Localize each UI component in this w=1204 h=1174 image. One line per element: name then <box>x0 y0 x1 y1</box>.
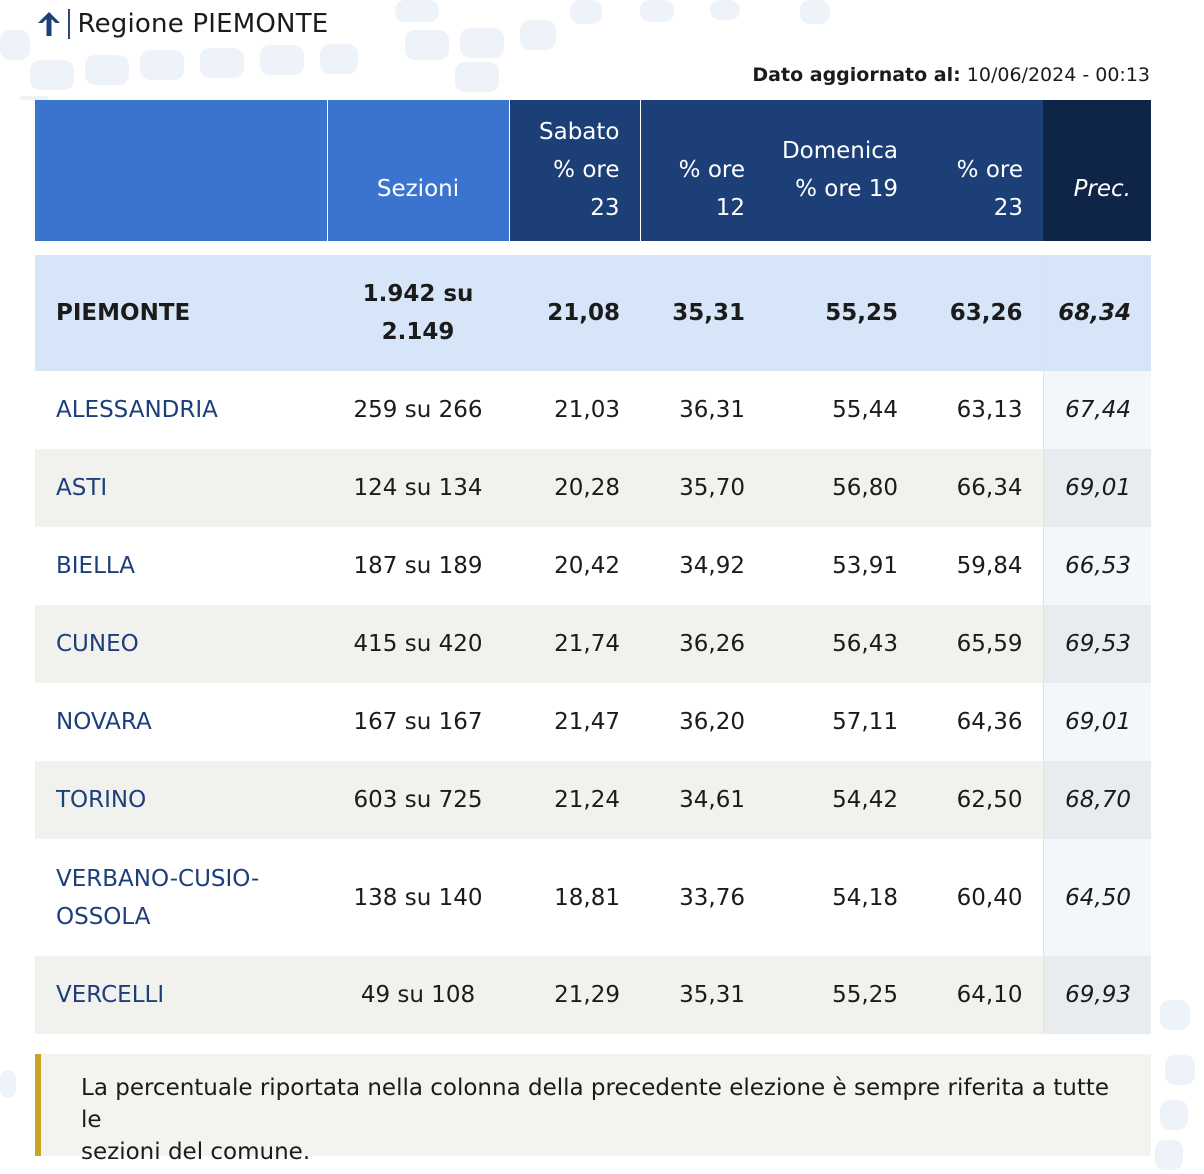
prec-cell: 66,53 <box>1043 527 1151 605</box>
province-link-verbano-cusio-ossola[interactable] <box>56 866 259 930</box>
dom19-cell: 53,91 <box>765 527 918 605</box>
sab23-cell: 21,29 <box>509 956 640 1034</box>
table-row <box>35 761 1151 839</box>
header-12-pct: % ore <box>678 157 745 183</box>
region-dom19: 55,25 <box>765 255 918 371</box>
table-row <box>35 683 1151 761</box>
dom23-cell: 65,59 <box>918 605 1043 683</box>
header-domenica-23 <box>918 100 1043 241</box>
sezioni-cell: 603 su 725 <box>327 761 509 839</box>
region-sezioni <box>327 255 509 371</box>
header-sabato-hour: 23 <box>590 195 620 221</box>
header-sabato-pct: % ore <box>553 157 620 183</box>
province-link-asti[interactable]: ASTI <box>56 475 108 501</box>
turnout-table <box>35 100 1151 1034</box>
dom23-cell: 60,40 <box>918 839 1043 956</box>
header-divider <box>68 9 70 39</box>
prec-cell: 64,50 <box>1043 839 1151 956</box>
region-sab23: 21,08 <box>509 255 640 371</box>
province-name-line1: VERBANO-CUSIO- <box>56 865 260 892</box>
dom19-cell: 54,18 <box>765 839 918 956</box>
province-link-vercelli[interactable]: VERCELLI <box>56 982 165 1008</box>
header-sezioni-label: Sezioni <box>376 176 460 202</box>
dom19-cell: 57,11 <box>765 683 918 761</box>
header-23-pct: % ore <box>956 157 1023 183</box>
dom19-cell: 54,42 <box>765 761 918 839</box>
dom19-cell: 55,25 <box>765 956 918 1034</box>
sab23-cell: 21,24 <box>509 761 640 839</box>
table-row <box>35 605 1151 683</box>
sezioni-cell: 49 su 108 <box>327 956 509 1034</box>
prec-cell: 69,01 <box>1043 683 1151 761</box>
info-note <box>35 1054 1151 1165</box>
prec-cell: 69,53 <box>1043 605 1151 683</box>
sezioni-cell: 415 su 420 <box>327 605 509 683</box>
sezioni-cell: 124 su 134 <box>327 449 509 527</box>
dom12-cell: 34,61 <box>640 761 765 839</box>
header-sabato-day: Sabato <box>539 119 620 145</box>
prec-cell: 69,01 <box>1043 449 1151 527</box>
header-prec <box>1043 100 1151 241</box>
page-header <box>34 4 328 44</box>
dom19-cell: 56,80 <box>765 449 918 527</box>
table-row <box>35 371 1151 449</box>
dom12-cell: 36,20 <box>640 683 765 761</box>
province-link-cuneo[interactable]: CUNEO <box>56 631 139 657</box>
dom12-cell: 35,70 <box>640 449 765 527</box>
dom23-cell: 66,34 <box>918 449 1043 527</box>
table-spacer <box>35 241 1151 255</box>
sab23-cell: 21,47 <box>509 683 640 761</box>
prec-cell: 67,44 <box>1043 371 1151 449</box>
region-dom23: 63,26 <box>918 255 1043 371</box>
note-line1: La percentuale riportata nella colonna della precedente elezione è sempre riferita a tutte le <box>81 1075 1110 1133</box>
region-sezioni-line2: 2.149 <box>381 319 455 345</box>
prec-cell: 69,93 <box>1043 956 1151 1034</box>
dom19-cell: 56,43 <box>765 605 918 683</box>
update-timestamp <box>752 64 1150 86</box>
region-total-row <box>35 255 1151 371</box>
sab23-cell: 20,28 <box>509 449 640 527</box>
header-sabato <box>509 100 640 241</box>
province-link-novara[interactable]: NOVARA <box>56 709 152 735</box>
prec-cell: 68,70 <box>1043 761 1151 839</box>
province-name-line2: OSSOLA <box>56 903 151 930</box>
province-link-alessandria[interactable]: ALESSANDRIA <box>56 397 218 423</box>
update-value: 10/06/2024 - 00:13 <box>966 64 1150 86</box>
province-link-torino[interactable]: TORINO <box>56 787 147 813</box>
table-row <box>35 527 1151 605</box>
sezioni-cell: 167 su 167 <box>327 683 509 761</box>
dom23-cell: 64,36 <box>918 683 1043 761</box>
sab23-cell: 21,74 <box>509 605 640 683</box>
dom12-cell: 34,92 <box>640 527 765 605</box>
update-label: Dato aggiornato al: <box>752 64 961 86</box>
dom23-cell: 59,84 <box>918 527 1043 605</box>
dom12-cell: 35,31 <box>640 956 765 1034</box>
table-header-row <box>35 100 1151 241</box>
arrow-up-icon[interactable] <box>34 7 64 41</box>
sab23-cell: 20,42 <box>509 527 640 605</box>
province-link-biella[interactable]: BIELLA <box>56 553 135 579</box>
page-title: Regione PIEMONTE <box>77 9 329 39</box>
region-dom12: 35,31 <box>640 255 765 371</box>
table-row <box>35 449 1151 527</box>
header-prec-label: Prec. <box>1073 176 1131 202</box>
table-row <box>35 956 1151 1034</box>
sab23-cell: 21,03 <box>509 371 640 449</box>
dom12-cell: 36,26 <box>640 605 765 683</box>
dom19-cell: 55,44 <box>765 371 918 449</box>
dom23-cell: 63,13 <box>918 371 1043 449</box>
note-line2: sezioni del comune. <box>81 1139 311 1165</box>
dom23-cell: 64,10 <box>918 956 1043 1034</box>
header-domenica-day: Domenica <box>781 138 898 164</box>
sezioni-cell: 187 su 189 <box>327 527 509 605</box>
dom23-cell: 62,50 <box>918 761 1043 839</box>
region-sezioni-line1: 1.942 su <box>362 281 474 307</box>
region-name: PIEMONTE <box>35 255 327 371</box>
header-domenica-19 <box>765 100 918 241</box>
sezioni-cell: 138 su 140 <box>327 839 509 956</box>
dom12-cell: 36,31 <box>640 371 765 449</box>
sezioni-cell: 259 su 266 <box>327 371 509 449</box>
dom12-cell: 33,76 <box>640 839 765 956</box>
header-name-column <box>35 100 327 241</box>
header-domenica-12 <box>640 100 765 241</box>
header-12-hour: 12 <box>715 195 745 221</box>
header-23-hour: 23 <box>993 195 1023 221</box>
back-link[interactable] <box>34 7 64 41</box>
sab23-cell: 18,81 <box>509 839 640 956</box>
table-row <box>35 839 1151 956</box>
header-sezioni <box>327 100 509 241</box>
header-19: % ore 19 <box>795 176 898 202</box>
region-prec: 68,34 <box>1043 255 1151 371</box>
